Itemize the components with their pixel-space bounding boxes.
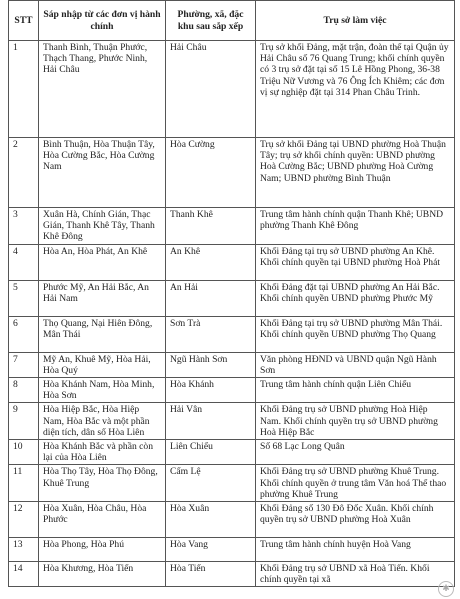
cell-merged-units: Hòa Hiệp Bắc, Hòa Hiệp Nam, Hòa Bắc và một phần diện tích, dân số Hòa Liên (39, 403, 166, 440)
cell-office: Trụ sở khối Đảng, mặt trận, đoàn thể tại Quận ủy Hải Châu số 76 Quang Trung; khối chính quyền có 3 trụ sở đặt tại số 15 Lê Hồng Phong, 36-38 Triệu Nữ Vương và 76 Ông Ích Khiêm; các đơn vị sự nghiệp đặt tại 314 Phan Châu Trinh. (256, 41, 455, 138)
header-office: Trụ sở làm việc (256, 1, 455, 41)
cell-stt: 14 (9, 562, 39, 587)
cell-new-unit: Hải Vân (166, 403, 256, 440)
cell-office: Số 68 Lạc Long Quân (256, 440, 455, 465)
cell-new-unit: Hòa Tiến (166, 562, 256, 587)
cell-merged-units: Phước Mỹ, An Hải Bắc, An Hải Nam (39, 280, 166, 316)
cell-new-unit: Hòa Vang (166, 538, 256, 562)
cell-new-unit: Hòa Khánh (166, 378, 256, 403)
cell-merged-units: Bình Thuận, Hòa Thuận Tây, Hòa Cường Bắc, Hòa Cường Nam (39, 138, 166, 208)
cell-merged-units: Xuân Hà, Chính Gián, Thạc Gián, Thanh Khê Tây, Thanh Khê Đông (39, 208, 166, 245)
table-row (9, 352, 455, 377)
cell-merged-units: Hòa An, Hòa Phát, An Khê (39, 244, 166, 280)
cell-stt: 6 (9, 316, 39, 352)
cell-new-unit: An Khê (166, 244, 256, 280)
cell-stt: 13 (9, 538, 39, 562)
cell-office: Khối Đảng trụ sở UBND phường Hoà Hiệp Nam. Khối chính quyền trụ sở UBND phường Hoà Hiệp Bắc (256, 403, 455, 440)
cell-stt: 8 (9, 378, 39, 403)
cell-new-unit: Hòa Xuân (166, 502, 256, 538)
table-row (9, 562, 455, 587)
cell-office: Khối Đảng đặt tại UBND phường An Hải Bắc. Khối chính quyền UBND phường Phước Mỹ (256, 280, 455, 316)
cell-office: Trung tâm hành chính huyện Hoà Vang (256, 538, 455, 562)
cell-new-unit: Thanh Khê (166, 208, 256, 245)
cell-merged-units: Hòa Xuân, Hòa Châu, Hòa Phước (39, 502, 166, 538)
cell-new-unit: Hải Châu (166, 41, 256, 138)
cell-office: Khối Đảng trụ sở UBND phường Khuê Trung. Khối chính quyền ở trung tâm Văn hoá Thể thao phường Khuê Trung (256, 465, 455, 502)
table-row (9, 378, 455, 403)
table-row (9, 138, 455, 208)
table-row (9, 208, 455, 245)
cell-stt: 2 (9, 138, 39, 208)
watermark-icon: ✱ (438, 581, 454, 597)
header-merged: Sáp nhập từ các đơn vị hành chính (39, 1, 166, 41)
table-row (9, 41, 455, 138)
cell-office: Khối Đảng trụ sở UBND xã Hoà Tiến. Khối chính quyền tại xã (256, 562, 455, 587)
cell-merged-units: Hòa Phong, Hòa Phú (39, 538, 166, 562)
cell-new-unit: An Hải (166, 280, 256, 316)
cell-merged-units: Mỹ An, Khuê Mỹ, Hòa Hải, Hòa Quý (39, 352, 166, 377)
cell-office: Văn phòng HĐND và UBND quận Ngũ Hành Sơn (256, 352, 455, 377)
cell-merged-units: Hòa Khương, Hòa Tiến (39, 562, 166, 587)
table-row (9, 244, 455, 280)
cell-stt: 3 (9, 208, 39, 245)
cell-stt: 10 (9, 440, 39, 465)
admin-merger-table (8, 0, 455, 587)
table-row (9, 316, 455, 352)
cell-office: Khối Đảng tại trụ sở UBND phường An Khê. Khối chính quyền tại UBND phường Hoà Phát (256, 244, 455, 280)
cell-office: Trung tâm hành chính quận Liên Chiểu (256, 378, 455, 403)
cell-new-unit: Ngũ Hành Sơn (166, 352, 256, 377)
table-row (9, 440, 455, 465)
cell-office: Trụ sở khối Đảng tại UBND phường Hoà Thuận Tây; trụ sở khối chính quyền: UBND phường Hoà Cường Bắc; UBND phường Hoà Cường Nam; UBND phường Bình Thuận (256, 138, 455, 208)
cell-merged-units: Thanh Bình, Thuận Phước, Thạch Thang, Phước Ninh, Hải Châu (39, 41, 166, 138)
header-stt: STT (9, 1, 39, 41)
cell-office: Khối Đảng tại trụ sở UBND phường Mân Thái. Khối chính quyền UBND phường Thọ Quang (256, 316, 455, 352)
cell-stt: 9 (9, 403, 39, 440)
cell-new-unit: Cẩm Lệ (166, 465, 256, 502)
cell-office: Khối Đảng số 130 Đô Đốc Xuân. Khối chính quyền trụ sở UBND phường Hoà Xuân (256, 502, 455, 538)
header-new-unit: Phường, xã, đặc khu sau sắp xếp (166, 1, 256, 41)
cell-stt: 4 (9, 244, 39, 280)
table-row (9, 403, 455, 440)
cell-new-unit: Sơn Trà (166, 316, 256, 352)
cell-merged-units: Hòa Thọ Tây, Hòa Thọ Đông, Khuê Trung (39, 465, 166, 502)
cell-stt: 7 (9, 352, 39, 377)
table-header-row (9, 1, 455, 41)
cell-stt: 5 (9, 280, 39, 316)
cell-stt: 12 (9, 502, 39, 538)
table-row (9, 502, 455, 538)
cell-merged-units: Thọ Quang, Nại Hiên Đông, Mân Thái (39, 316, 166, 352)
cell-new-unit: Hòa Cường (166, 138, 256, 208)
cell-stt: 1 (9, 41, 39, 138)
table-row (9, 538, 455, 562)
cell-merged-units: Hòa Khánh Bắc và phần còn lại của Hòa Liên (39, 440, 166, 465)
table-row (9, 280, 455, 316)
table-row (9, 465, 455, 502)
cell-new-unit: Liên Chiểu (166, 440, 256, 465)
cell-stt: 11 (9, 465, 39, 502)
cell-office: Trung tâm hành chính quận Thanh Khê; UBND phường Thanh Khê Đông (256, 208, 455, 245)
cell-merged-units: Hòa Khánh Nam, Hòa Minh, Hòa Sơn (39, 378, 166, 403)
